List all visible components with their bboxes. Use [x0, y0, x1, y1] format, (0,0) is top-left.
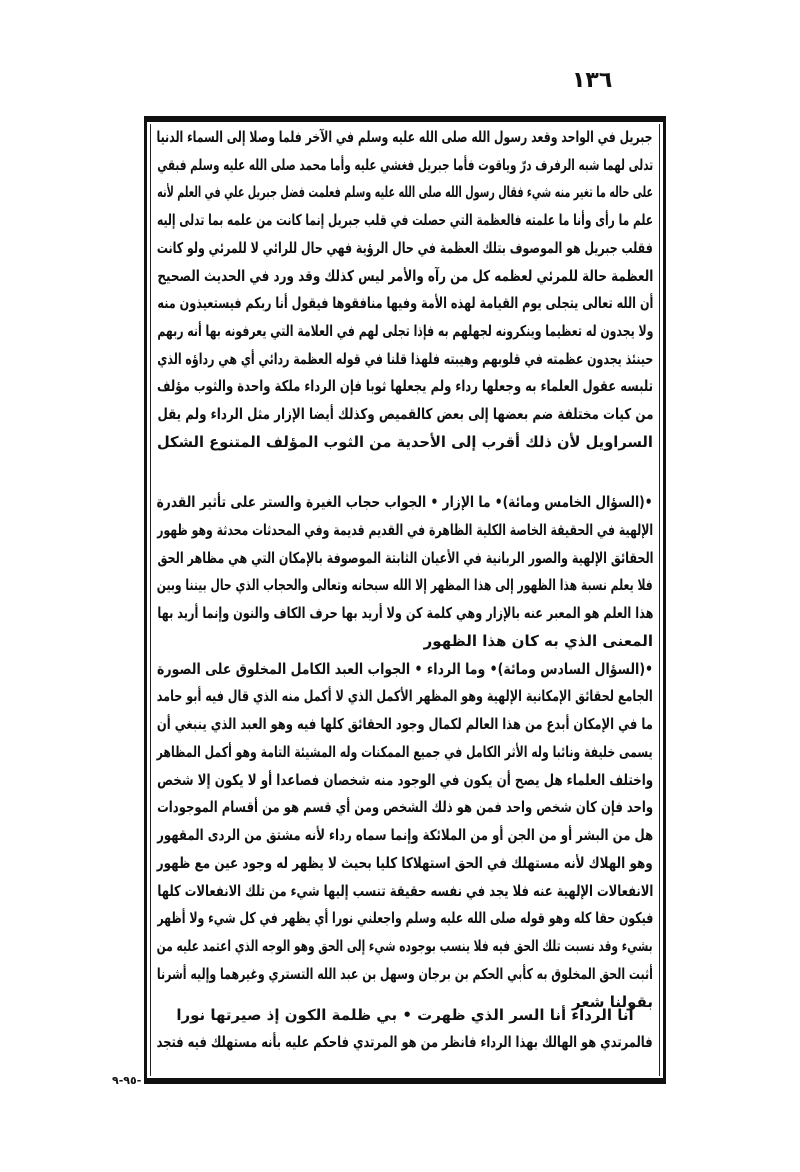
line-text: فقلب جبريل هو الموصوف بتلك العظمة في حال الرؤية فهي حال للرائي لا للمرئي ولو كانت	[157, 238, 653, 257]
text-line	[157, 545, 653, 571]
text-line	[157, 263, 653, 289]
text-line	[157, 600, 653, 626]
text-line	[157, 346, 653, 372]
text-line	[157, 290, 653, 316]
text-line	[157, 124, 653, 150]
line-text: •(السؤال الخامس ومائة)• ما الإزار • الجواب حجاب الغيرة والستر على تأثير القدرة	[157, 493, 653, 511]
line-text: بشيء وقد نسبت تلك الحق فيه فلا ينسب بوجوده شيء إلى الحق وهو الوجه الذي اعتمد عليه من	[156, 937, 653, 955]
text-line	[157, 235, 653, 261]
text-line	[157, 179, 653, 205]
text-line	[157, 711, 653, 737]
line-text: أثبت الحق المخلوق به كأبي الحكم بن برجان وسهل بن عبد الله التستري وغيرهما وإليه أشرنا	[157, 964, 653, 983]
text-line	[157, 656, 653, 682]
line-text: يسمى خليفة ونائبا وله الأثر الكامل في جميع الممكنات وله المشيئة التامة وهو أكمل المظاهر	[157, 742, 653, 761]
line-text: بقولنا شعر	[572, 992, 653, 1011]
line-text: تدلى لهما شبه الرفرف درّ وياقوت فأما جبريل فغشي عليه وأما محمد صلى الله عليه وسلم فبقي	[156, 155, 653, 174]
text-line	[157, 822, 653, 848]
text-line	[157, 152, 653, 178]
line-text: الانفعالات الإلهية عنه فلا يجد في نفسه حقيقة تنسب إليها شيء من تلك الانفعالات كلها	[157, 881, 653, 900]
line-text: هذا العلم هو المعبر عنه بالإزار وهي كلمة كن ولا أريد بها حرف الكاف والنون وإنما أريد بها	[157, 604, 653, 622]
line-text: تلبسه عقول العلماء به وجعلها رداء ولم يجعلها ثوبا فإن الرداء ملكة واحدة والثوب مؤلف	[156, 377, 653, 396]
page-number: ١٣٦	[572, 68, 613, 93]
line-text: أن الله تعالى يتجلى يوم القيامة لهذه الأمة وفيها منافقوها فيقول أنا ربكم فيستعيذون منه	[157, 294, 653, 313]
text-line	[157, 850, 653, 876]
text-line	[157, 373, 653, 399]
line-text: وهو الهلاك لأنه مستهلك في الحق استهلاكا كليا بحيث لا يظهر له وجود عين مع ظهور	[157, 853, 653, 872]
line-text: •(السؤال السادس ومائة)• وما الرداء • الجواب العبد الكامل المخلوق على الصورة	[157, 659, 653, 678]
text-line	[157, 739, 653, 765]
line-text: العظمة حالة للمرئي لعظمه كل من رآه والأمر ليس كذلك وقد ورد في الحديث الصحيح	[157, 266, 653, 285]
text-line	[157, 933, 653, 959]
line-text: السراويل لأن ذلك أقرب إلى الأحدية من الثوب المؤلف المتنوع الشكل	[157, 432, 653, 451]
line-text: واختلف العلماء هل يصح أن يكون في الوجود منه شخصان فصاعدا أو لا يكون إلا شخص	[157, 770, 653, 789]
page-frame	[144, 116, 666, 1084]
text-line	[157, 489, 653, 515]
line-text: فيكون حقا كله وهو قوله صلى الله عليه وسلم واجعلني نورا أي يظهر في كل شيء ولا أظهر	[157, 909, 653, 928]
line-text: هل من البشر أو من الجن أو من الملائكة وإنما سماه رداء لأنه مشتق من الردى المقهور	[157, 826, 653, 844]
line-text: الإلهية في الحقيقة الخاصة الكلية الظاهرة في القديم قديمة وفي المحدثات محدثة وهو ظهور	[157, 520, 653, 539]
text-line	[157, 401, 653, 427]
text-line	[157, 429, 653, 455]
text-line	[157, 961, 653, 987]
text-line	[157, 318, 653, 344]
verse-line	[157, 1002, 653, 1028]
line-text: فالمرتدي هو الهالك بهذا الرداء فانظر من هو المرتدي فاحكم عليه بأنه مستهلك فيه فتجد	[157, 1033, 653, 1051]
line-text: حينئذ يجدون عظمته في قلوبهم وهيبته فلهذا قلنا في قوله العظمة ردائي أي هي رداؤه الذي	[157, 349, 653, 368]
text-line	[157, 767, 653, 793]
line-text: أنا الرداء أنا السر الذي ظهرت • بي ظلمة الكون إذ صيرتها نورا	[176, 1006, 634, 1024]
text-line	[157, 572, 653, 598]
text-line	[157, 517, 653, 543]
line-text: على حاله ما تغير منه شيء فقال رسول الله صلى الله عليه وسلم فعلمت فضل جبريل علي في العلم لأنه	[157, 183, 653, 202]
line-text: المعنى الذي به كان هذا الظهور	[423, 631, 653, 650]
line-text: الجامع لحقائق الإمكانية الإلهية وهو المظهر الأكمل الذي لا أكمل منه الذي قال فيه أبو حامد	[157, 687, 653, 706]
text-line	[157, 628, 653, 654]
line-text: الحقائق الإلهية والصور الربانية في الأعيان الثابتة الموصوفة بالإمكان التي هي مظاهر الحق	[156, 548, 653, 567]
text-line	[157, 905, 653, 931]
footer-mark: ٩٥-٩-	[112, 1074, 142, 1087]
line-text: واحد فإن كان شخص واحد فمن هو ذلك الشخص ومن أي قسم هو من أقسام الموجودات	[157, 798, 653, 817]
text-line	[157, 207, 653, 233]
line-text: فلا يعلم نسبة هذا الظهور إلى هذا المظهر إلا الله سبحانه وتعالى والحجاب الذي حال بيننا وبين	[156, 576, 653, 595]
text-line	[157, 1029, 653, 1055]
line-text: من كيات مختلفة ضم بعضها إلى بعض كالقميص وكذلك أيضا الإزار مثل الرداء ولم يقل	[157, 405, 653, 423]
line-text: ما في الإمكان أبدع من هذا العالم لكمال وجود الحقائق كلها فيه وهو العبد الذي ينبغي أن	[157, 715, 653, 733]
text-line	[157, 878, 653, 904]
line-text: جبريل في الواحد وقعد رسول الله صلى الله عليه وسلم في الآخر فلما وصلا إلى السماء الدنيا	[156, 128, 653, 146]
line-text: ولا يجدون له تعظيما وينكرونه لجهلهم به فإذا تجلى لهم في العلامة التي يعرفونه بها أنه ربهم	[157, 321, 653, 340]
line-text: علم ما رأى وأنا ما علمته فالعظمة التي حصلت في قلب جبريل إنما كانت من علمه بما تدلى إليه	[157, 211, 653, 230]
text-line	[157, 794, 653, 820]
text-line	[157, 683, 653, 709]
